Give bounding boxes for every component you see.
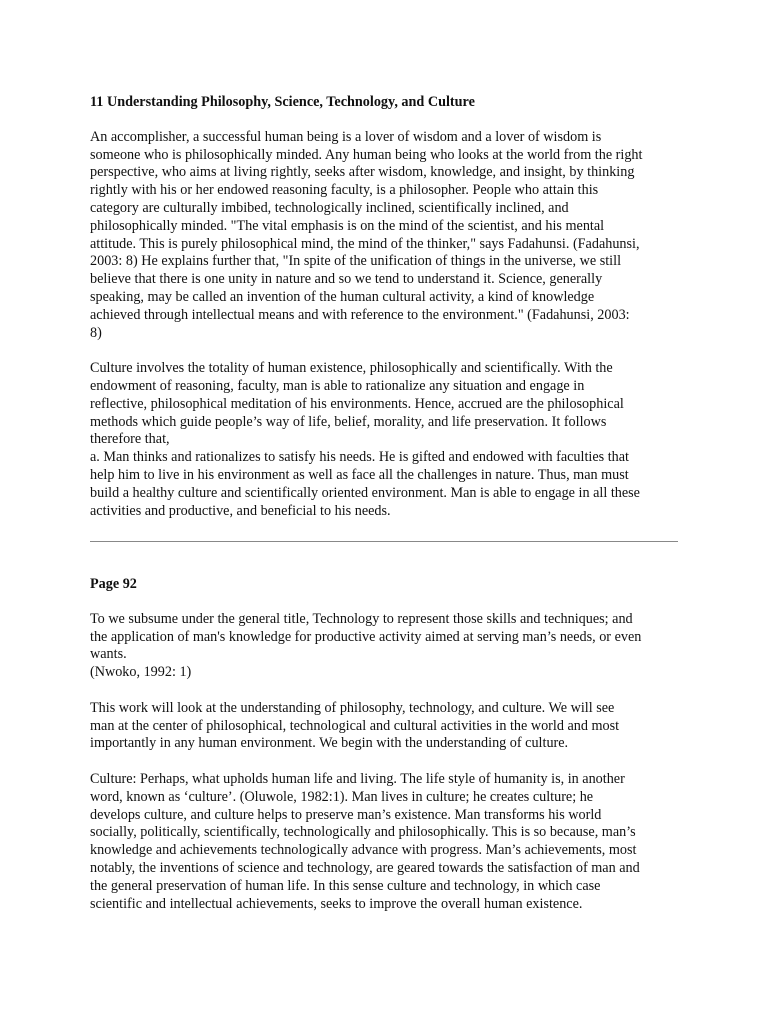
paragraph-3 [90, 611, 678, 682]
text-line: the application of man's knowledge for productive activity aimed at serving man’s needs, or even [90, 628, 642, 645]
text-line: build a healthy culture and scientifically oriented environment. Man is able to engage in all these [90, 484, 640, 501]
section-2 [90, 576, 678, 931]
text-line: speaking, may be called an invention of the human cultural activity, a kind of knowledge [90, 288, 595, 305]
text-line: wants. [90, 646, 127, 663]
text-line: therefore that, [90, 431, 170, 448]
paragraph-5 [90, 771, 678, 913]
text-line: importantly in any human environment. We begin with the understanding of culture. [90, 735, 569, 752]
text-line: perspective, who aims at living rightly, seeks after wisdom, knowledge, and insight, by thinking [90, 164, 635, 181]
paragraph-2 [90, 360, 678, 520]
text-line: scientific and intellectual achievements, seeks to improve the overall human existence. [90, 895, 583, 912]
text-line: 2003: 8) He explains further that, "In spite of the unification of things in the universe, we still [90, 253, 622, 270]
text-line: man at the center of philosophical, technological and cultural activities in the world and most [90, 717, 620, 734]
text-line: Culture involves the totality of human existence, philosophically and scientifically. With the [90, 360, 613, 377]
text-line: To we subsume under the general title, Technology to represent those skills and techniques; and [90, 610, 633, 627]
text-line: a. Man thinks and rationalizes to satisfy his needs. He is gifted and endowed with faculties that [90, 449, 629, 466]
text-line: socially, politically, scientifically, technologically and philosophically. This is so because, man’s [90, 824, 636, 841]
text-line: This work will look at the understanding of philosophy, technology, and culture. We will see [90, 699, 615, 716]
text-line: rightly with his or her endowed reasoning faculty, is a philosopher. People who attain this [90, 182, 599, 199]
text-line: methods which guide people’s way of life, belief, morality, and life preservation. It follows [90, 413, 607, 430]
text-line: help him to live in his environment as well as face all the challenges in nature. Thus, man must [90, 466, 629, 483]
text-line: knowledge and achievements technologically advance with progress. Man’s achievements, most [90, 842, 637, 859]
text-line: category are culturally imbibed, technologically inclined, scientifically inclined, and [90, 199, 569, 216]
text-line: activities and productive, and beneficial to his needs. [90, 502, 391, 519]
text-line: endowment of reasoning, faculty, man is able to rationalize any situation and engage in [90, 377, 585, 394]
text-line: Culture: Perhaps, what upholds human life and living. The life style of humanity is, in another [90, 770, 625, 787]
page-divider [90, 541, 678, 542]
page-number-heading: Page 92 [90, 576, 137, 592]
text-line: develops culture, and culture helps to preserve man’s existence. Man transforms his world [90, 806, 602, 823]
section-1-heading: 11 Understanding Philosophy, Science, Technology, and Culture [90, 94, 475, 110]
text-line: An accomplisher, a successful human being is a lover of wisdom and a lover of wisdom is [90, 128, 602, 145]
text-line: (Nwoko, 1992: 1) [90, 664, 192, 681]
text-line: philosophically minded. "The vital emphasis is on the mind of the scientist, and his mental [90, 217, 605, 234]
section-1 [90, 94, 678, 538]
text-line: attitude. This is purely philosophical mind, the mind of the thinker," says Fadahunsi. (Fadahunsi, [90, 235, 640, 252]
text-line: word, known as ‘culture’. (Oluwole, 1982:1). Man lives in culture; he creates culture; he [90, 788, 594, 805]
text-line: believe that there is one unity in nature and so we tend to understand it. Science, generally [90, 271, 603, 288]
text-line: 8) [90, 324, 102, 341]
text-line: achieved through intellectual means and with reference to the environment." (Fadahunsi, 2003: [90, 306, 630, 323]
text-line: someone who is philosophically minded. Any human being who looks at the world from the right [90, 146, 643, 163]
text-line: reflective, philosophical meditation of his environments. Hence, accrued are the philosophical [90, 395, 624, 412]
paragraph-1 [90, 129, 678, 343]
text-line: notably, the inventions of science and technology, are geared towards the satisfaction of man and [90, 859, 640, 876]
text-line: the general preservation of human life. In this sense culture and technology, in which case [90, 877, 601, 894]
paragraph-4 [90, 700, 678, 753]
